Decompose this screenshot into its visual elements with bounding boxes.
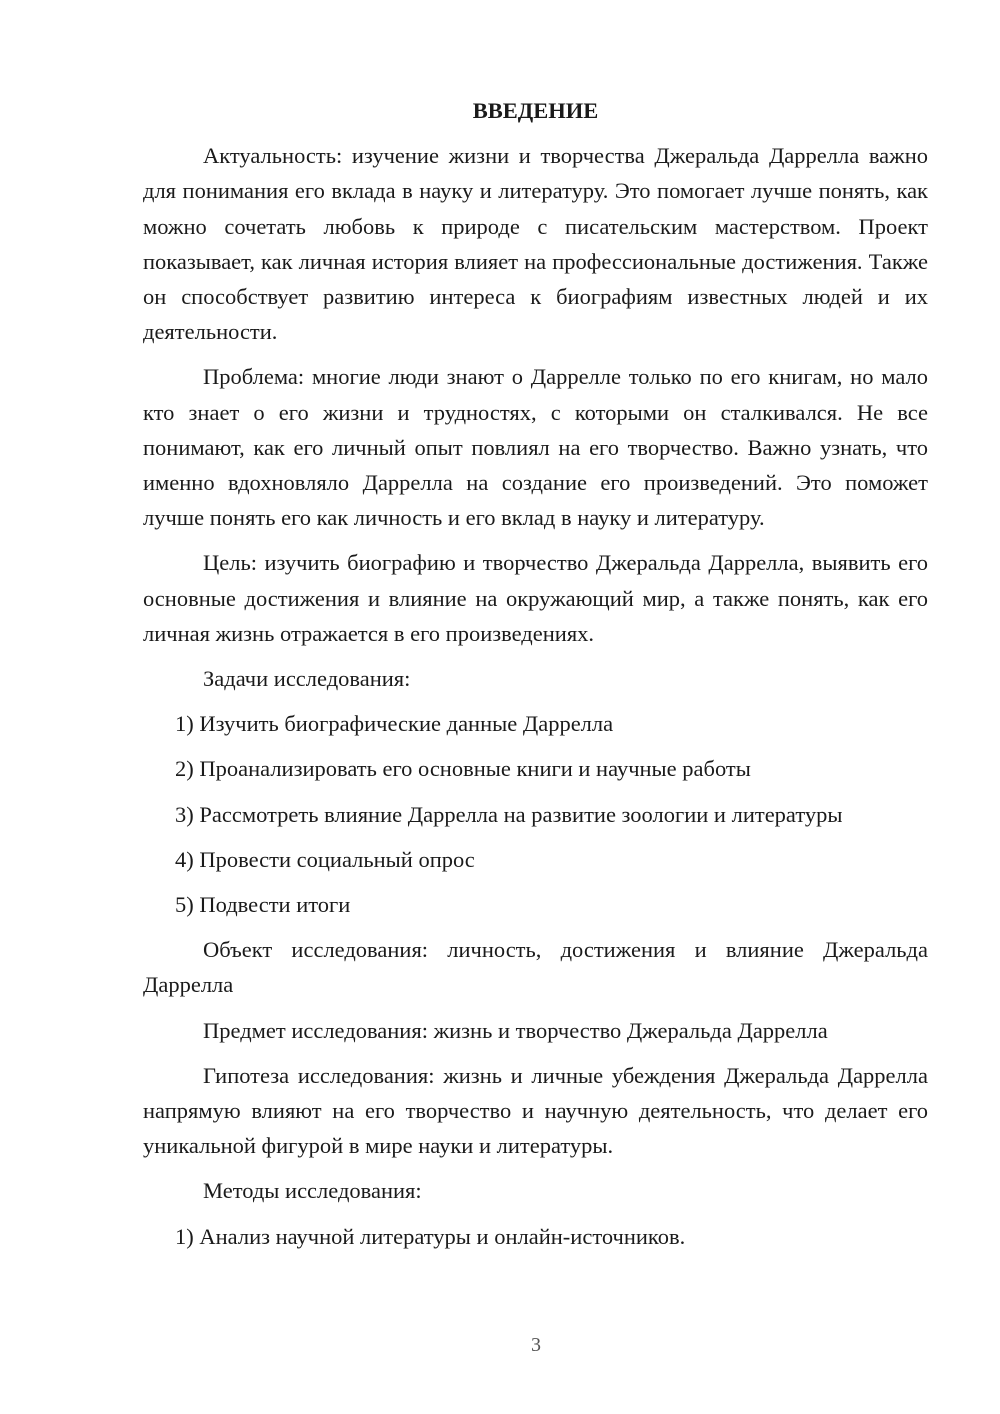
task-item-1: 1) Изучить биографические данные Даррелла <box>175 711 614 737</box>
hypothesis-paragraph: Гипотеза исследования: жизнь и личные убеждения Джеральда Даррелла напрямую влияют на его творчество и научную деятельность, что делает его уникальной фигурой в мире науки и литературы. <box>143 1062 928 1159</box>
section-heading: ВВЕДЕНИЕ <box>472 98 599 123</box>
subject-paragraph: Предмет исследования: жизнь и творчество Джеральда Даррелла <box>203 1017 828 1043</box>
methods-title: Методы исследования: <box>203 1178 422 1204</box>
task-item-4: 4) Провести социальный опрос <box>175 846 475 872</box>
task-item-3: 3) Рассмотреть влияние Даррелла на развитие зоологии и литературы <box>175 801 843 827</box>
task-item-5: 5) Подвести итоги <box>175 892 351 918</box>
goal-paragraph: Цель: изучить биографию и творчество Джеральда Даррелла, выявить его основные достижения и влияние на окружающий мир, а также понять, как его личная жизнь отражается в его произведениях. <box>143 550 928 646</box>
object-paragraph: Объект исследования: личность, достижения и влияние Джеральда Даррелла <box>143 937 928 998</box>
task-item-2: 2) Проанализировать его основные книги и научные работы <box>175 756 751 782</box>
relevance-paragraph: Актуальность: изучение жизни и творчества Джеральда Даррелла важно для понимания его вклада в науку и литературу. Это помогает лучше понять, как можно сочетать любовь к природе с писательским мастерством. Проект показывает, как личная история влияет на профессиональные достижения. Также он способствует развитию интереса к биографиям известных людей и их деятельности. <box>143 143 928 345</box>
page-number: 3 <box>531 1334 541 1356</box>
page-content <box>143 93 928 1264</box>
problem-paragraph: Проблема: многие люди знают о Даррелле только по его книгам, но мало кто знает о его жизни и трудностях, с которыми он сталкивался. Не все понимают, как его личный опыт повлиял на его творчество. Важно узнать, что именно вдохновляло Даррелла на создание его произведений. Это поможет лучше понять его как личность и его вклад в науку и литературу. <box>143 364 928 531</box>
tasks-title: Задачи исследования: <box>203 666 411 692</box>
method-item-1: 1) Анализ научной литературы и онлайн-источников. <box>175 1223 686 1249</box>
